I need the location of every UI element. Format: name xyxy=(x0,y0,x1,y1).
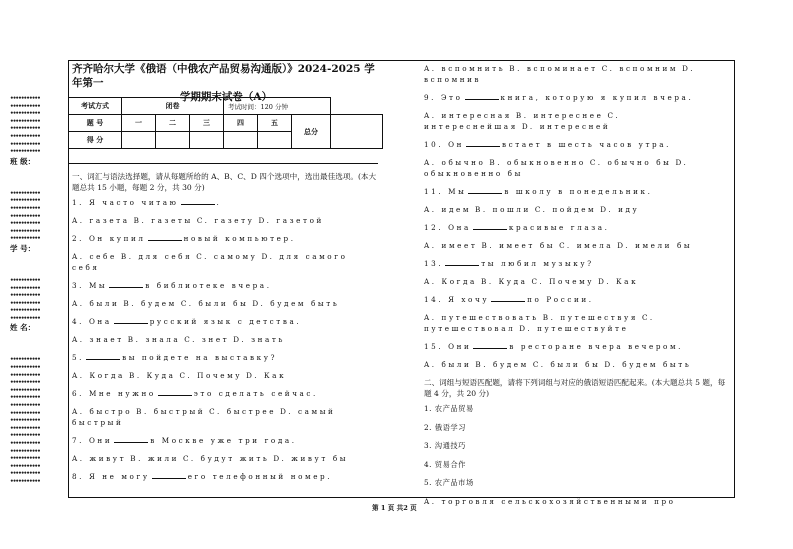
question-options xyxy=(72,215,380,226)
binding-dots: ••••••••••• xyxy=(10,299,40,307)
question-stem xyxy=(424,222,732,233)
question-suffix: встает в шесть часов утра. xyxy=(502,140,672,149)
question-suffix: в школу в понедельник. xyxy=(504,187,653,196)
binding-dots: ••••••••••• xyxy=(10,424,40,432)
binding-dots: ••••••••••• xyxy=(10,409,40,417)
match-answer-partial: A. торговля сельскохозяйственными про xyxy=(424,496,676,506)
margin-label: 学 号： xyxy=(10,243,36,253)
binding-dots: ••••••••••• xyxy=(10,276,40,284)
question-suffix: в ресторане вчера вечером. xyxy=(509,342,684,351)
binding-dots: ••••••••••• xyxy=(10,235,40,243)
question-stem xyxy=(424,341,732,352)
option[interactable]: D. будем быть xyxy=(604,360,692,369)
option[interactable]: B. быстрый xyxy=(136,407,206,416)
option[interactable]: C. вспомним xyxy=(601,64,679,73)
option[interactable]: C. пойдем xyxy=(534,205,597,214)
question-stem xyxy=(72,197,380,208)
question-suffix: вы пойдете на выставку? xyxy=(122,353,278,362)
option[interactable]: C. обычно бы xyxy=(589,158,672,167)
binding-dots: ••••••••••• xyxy=(10,432,40,440)
binding-dots: ••••••••••• xyxy=(10,402,40,410)
question-stem xyxy=(424,258,732,269)
left-column xyxy=(69,61,383,481)
question-stem xyxy=(72,435,380,446)
binding-dots: ••••••••••• xyxy=(10,307,40,315)
option[interactable]: D. иду xyxy=(600,205,640,214)
question-options xyxy=(424,359,732,370)
option[interactable]: C. путешествовал xyxy=(424,313,655,333)
question-stem xyxy=(424,186,732,197)
option[interactable]: B. жили xyxy=(130,454,180,463)
question-stem xyxy=(424,139,732,150)
page-footer: 第 1 页 共2 页 xyxy=(372,504,417,512)
binding-dots: ••••••••••• xyxy=(10,110,40,118)
match-item: 4. 贸易合作 xyxy=(424,459,466,469)
exam-method-label: 考试方式 xyxy=(69,98,122,115)
exam-time: 考试时间：120 分钟 xyxy=(224,98,331,115)
question-suffix: новый компьютер. xyxy=(183,234,296,243)
score-cell-1 xyxy=(122,132,156,149)
question-options xyxy=(424,110,732,132)
match-item: 3. 沟通技巧 xyxy=(424,441,466,450)
question-options xyxy=(72,334,380,345)
question-suffix: в библиотеке вчера. xyxy=(145,281,272,290)
binding-dots: ••••••••••• xyxy=(10,189,40,197)
question-options xyxy=(72,370,380,381)
match-item: 5. 农产品市场 xyxy=(424,478,474,487)
binding-dots: ••••••••••• xyxy=(10,212,40,220)
option[interactable]: B. интереснее xyxy=(515,111,604,120)
option[interactable]: A. быстро xyxy=(72,407,133,416)
binding-dots: ••••••••••• xyxy=(10,220,40,228)
answer-blank[interactable] xyxy=(473,222,507,230)
binding-dots: ••••••••••• xyxy=(10,386,40,394)
option[interactable]: D. интересней xyxy=(521,122,611,131)
score-table xyxy=(68,97,383,149)
question-suffix: его телефонный номер. xyxy=(187,472,333,481)
question-prefix: 4. Она xyxy=(72,317,112,326)
option[interactable]: D. обыкновенно бы xyxy=(424,158,689,178)
question-options xyxy=(424,312,732,334)
option[interactable]: A. газета xyxy=(72,216,130,225)
question-stem xyxy=(72,471,380,482)
binding-dots: ••••••••••• xyxy=(10,148,40,156)
title-line-1: 齐齐哈尔大学《俄语（中俄农产品贸易沟通版）》2024-2025 学年第一 xyxy=(72,63,375,89)
question-prefix: 6. Мне нужно xyxy=(72,389,156,398)
section2-heading: 二、词组与短语匹配题，请将下列词组与对应的俄语短语匹配起来。(本大题总共 5 题，每题 4 分，共 20 分) xyxy=(424,378,726,398)
question-options xyxy=(72,406,380,428)
option[interactable]: C. будут жить xyxy=(183,454,270,463)
question-no-label: 题 号 xyxy=(69,115,122,132)
option[interactable]: C. газету xyxy=(196,216,255,225)
answer-blank[interactable] xyxy=(109,280,143,288)
binding-dots: ••••••••••• xyxy=(10,132,40,140)
option[interactable]: D. имели бы xyxy=(617,241,693,250)
question-stem xyxy=(72,233,380,244)
option[interactable]: D. газетой xyxy=(258,216,324,225)
question-stem xyxy=(72,352,380,363)
binding-dots: ••••••••••• xyxy=(10,197,40,205)
total-score-cell xyxy=(331,115,383,149)
option[interactable]: A. Когда xyxy=(424,277,477,286)
questions-right xyxy=(424,63,732,514)
question-options xyxy=(72,298,380,309)
answer-blank[interactable] xyxy=(148,233,182,241)
question-prefix: 3. Мы xyxy=(72,281,108,290)
question-prefix: 9. Это xyxy=(424,93,463,102)
option[interactable]: D. будем быть xyxy=(252,299,340,308)
margin-label: 姓 名： xyxy=(10,323,36,333)
binding-dots: ••••••••••• xyxy=(10,364,40,372)
question-stem xyxy=(72,280,380,291)
option[interactable]: B. будем xyxy=(123,299,177,308)
binding-dots: ••••••••••• xyxy=(10,356,40,364)
option[interactable]: D. вспомнив xyxy=(424,64,696,84)
score-cell-4 xyxy=(224,132,258,149)
question-options xyxy=(72,453,380,464)
option[interactable]: B. имеет бы xyxy=(481,241,556,250)
option[interactable]: A. путешествовать xyxy=(424,313,539,322)
option[interactable]: B. Куда xyxy=(128,371,176,380)
option[interactable]: B. для себя xyxy=(120,252,193,261)
answer-blank[interactable] xyxy=(468,186,502,194)
option[interactable]: C. Почему xyxy=(531,277,595,286)
question-stem xyxy=(424,294,732,305)
question-suffix: по России. xyxy=(527,295,594,304)
answer-blank[interactable] xyxy=(491,294,525,302)
option[interactable]: C. были бы xyxy=(180,299,249,308)
question-prefix: 7. Они xyxy=(72,436,113,445)
question-stem xyxy=(72,388,380,399)
binding-dots: ••••••••••• xyxy=(10,284,40,292)
binding-dots: ••••••••••• xyxy=(10,314,40,322)
question-prefix: 1. Я часто читаю xyxy=(72,198,179,207)
binding-dots: ••••••••••• xyxy=(10,95,40,102)
option[interactable]: A. вспомнить xyxy=(424,64,506,73)
option[interactable]: A. идем xyxy=(424,205,472,214)
option[interactable]: D. самый быстрый xyxy=(72,407,336,427)
option[interactable]: A. были xyxy=(424,360,472,369)
binding-dots: ••••••••••• xyxy=(10,117,40,125)
option[interactable]: D. для самого себя xyxy=(72,252,348,272)
binding-dots: ••••••••••• xyxy=(10,379,40,387)
answer-blank[interactable] xyxy=(466,139,500,147)
section-col-1: 一 xyxy=(122,115,156,132)
question-prefix: 2. Он купил xyxy=(72,234,146,243)
title-line-2: 学期期末试卷（A） xyxy=(179,91,273,103)
answer-blank[interactable] xyxy=(445,258,479,266)
question-options xyxy=(72,251,380,273)
option[interactable]: B. знала xyxy=(127,335,181,344)
binding-dots: ••••••••••• xyxy=(10,440,40,447)
total-label: 总分 xyxy=(292,115,331,149)
question-options xyxy=(424,63,732,85)
binding-dots: ••••••••••• xyxy=(10,204,40,212)
section1-heading: 一、词汇与语法选择题，请从每题所给的 A、B、C、D 四个选项中，选出最佳选项。(本大题总共 15 小题，每题 2 分，共 30 分) xyxy=(72,172,377,192)
option[interactable]: A. интересная xyxy=(424,111,512,120)
question-suffix: книга, которую я купил вчера. xyxy=(500,93,694,102)
binding-dots: ••••••••••• xyxy=(10,462,40,470)
option[interactable]: B. будем xyxy=(475,360,529,369)
question-prefix: 11. Мы xyxy=(424,187,467,196)
option[interactable]: A. обычно xyxy=(424,158,486,167)
binding-dots: ••••••••••• xyxy=(10,102,40,110)
question-suffix: это сделать сейчас. xyxy=(193,389,318,398)
question-prefix: 13. xyxy=(424,259,444,268)
option[interactable]: D. Как xyxy=(598,277,639,286)
question-suffix: . xyxy=(216,198,222,207)
question-prefix: 5. xyxy=(72,353,85,362)
binding-margin xyxy=(10,95,60,486)
option[interactable]: C. были бы xyxy=(532,360,601,369)
option[interactable]: A. живут xyxy=(72,454,127,463)
option[interactable]: A. себе xyxy=(72,252,117,261)
binding-dots: ••••••••••• xyxy=(10,455,40,463)
question-suffix: в Москве уже три года. xyxy=(150,436,297,445)
option[interactable]: B. путешествуя xyxy=(542,313,638,322)
question-options xyxy=(424,240,732,251)
question-options xyxy=(424,204,732,215)
option[interactable]: C. интереснейшая xyxy=(424,111,621,131)
option[interactable]: C. имела xyxy=(559,241,614,250)
option[interactable]: B. газеты xyxy=(133,216,193,225)
option[interactable]: D. путешествуйте xyxy=(519,324,629,333)
binding-dots: ••••••••••• xyxy=(10,227,40,235)
option[interactable]: A. были xyxy=(72,299,120,308)
question-options xyxy=(424,276,732,287)
question-prefix: 8. Я не могу xyxy=(72,472,150,481)
answer-blank[interactable] xyxy=(152,471,186,479)
binding-dots: ••••••••••• xyxy=(10,470,40,478)
score-cell-3 xyxy=(190,132,224,149)
exam-page-frame xyxy=(68,60,735,506)
exam-method-value: 闭卷 xyxy=(122,98,224,115)
option[interactable]: D. знать xyxy=(233,335,286,344)
answer-blank[interactable] xyxy=(158,388,192,396)
option[interactable]: B. вспоминает xyxy=(509,64,598,73)
binding-dots: ••••••••••• xyxy=(10,371,40,379)
question-stem xyxy=(424,92,732,103)
option[interactable]: A. знает xyxy=(72,335,124,344)
margin-label: 班 级： xyxy=(10,156,36,166)
answer-blank[interactable] xyxy=(465,92,499,100)
question-options xyxy=(424,157,732,179)
option[interactable]: D. живут бы xyxy=(273,454,349,463)
score-label: 得 分 xyxy=(69,132,122,149)
score-cell-2 xyxy=(156,132,190,149)
match-item: 2. 俄语学习 xyxy=(424,422,466,432)
binding-dots: ••••••••••• xyxy=(10,125,40,133)
option[interactable]: C. самому xyxy=(196,252,258,261)
question-prefix: 12. Она xyxy=(424,223,471,232)
binding-dots: ••••••••••• xyxy=(10,292,40,300)
question-suffix: ты любил музыку? xyxy=(481,259,594,268)
question-suffix: красивые глаза. xyxy=(508,223,610,232)
binding-dots: ••••••••••• xyxy=(10,394,40,402)
question-prefix: 14. Я хочу xyxy=(424,295,490,304)
section-col-4: 四 xyxy=(224,115,258,132)
question-suffix: русский язык с детства. xyxy=(149,317,302,326)
option[interactable]: C. быстрее xyxy=(209,407,277,416)
divider xyxy=(68,163,378,164)
question-stem xyxy=(72,316,380,327)
option[interactable]: C. знет xyxy=(184,335,230,344)
question-prefix: 10. Он xyxy=(424,140,464,149)
binding-dots: ••••••••••• xyxy=(10,477,40,485)
binding-dots: ••••••••••• xyxy=(10,417,40,425)
option[interactable]: B. Куда xyxy=(480,277,528,286)
answer-blank[interactable] xyxy=(86,352,120,360)
section-col-5: 五 xyxy=(258,115,292,132)
option[interactable]: B. обыкновенно xyxy=(489,158,586,167)
option[interactable]: A. имеет xyxy=(424,241,478,250)
option[interactable]: C. Почему xyxy=(179,371,243,380)
answer-blank[interactable] xyxy=(114,435,148,443)
binding-dots: ••••••••••• xyxy=(10,140,40,148)
option[interactable]: A. Когда xyxy=(72,371,125,380)
option[interactable]: D. Как xyxy=(246,371,287,380)
questions-left xyxy=(72,167,380,489)
section-col-2: 二 xyxy=(156,115,190,132)
section-col-3: 三 xyxy=(190,115,224,132)
score-cell-5 xyxy=(258,132,292,149)
option[interactable]: B. пошли xyxy=(475,205,531,214)
match-item: 1. 农产品贸易 xyxy=(424,404,474,413)
answer-blank[interactable] xyxy=(181,197,215,205)
answer-blank[interactable] xyxy=(473,341,507,349)
question-prefix: 15. Они xyxy=(424,342,472,351)
binding-dots: ••••••••••• xyxy=(10,447,40,455)
answer-blank[interactable] xyxy=(114,316,148,324)
